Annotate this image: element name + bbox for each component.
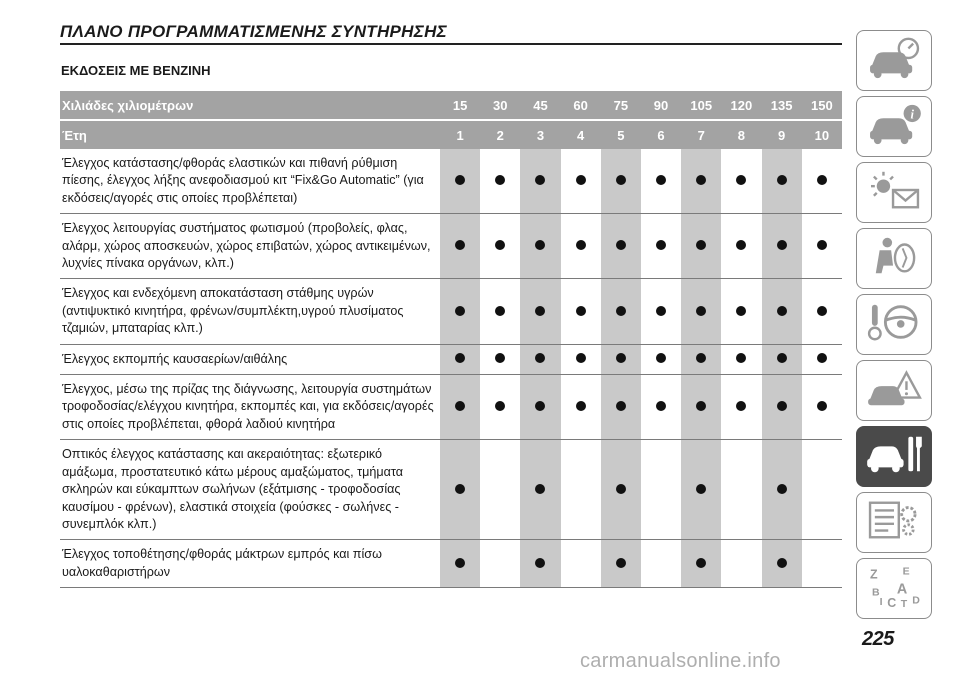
interval-cell	[721, 440, 761, 540]
check-dot-icon	[736, 353, 746, 363]
svg-text:Z: Z	[870, 567, 878, 582]
km-value: 60	[561, 91, 601, 120]
interval-cell	[762, 344, 802, 374]
svg-text:i: i	[910, 107, 914, 122]
interval-cell	[601, 214, 641, 279]
check-dot-icon	[455, 240, 465, 250]
check-dot-icon	[736, 401, 746, 411]
interval-cell	[762, 279, 802, 344]
check-dot-icon	[535, 484, 545, 494]
check-dot-icon	[696, 558, 706, 568]
km-value: 30	[480, 91, 520, 120]
year-value: 2	[480, 120, 520, 149]
interval-cell	[520, 214, 560, 279]
check-dot-icon	[535, 353, 545, 363]
interval-cell	[561, 149, 601, 214]
check-dot-icon	[696, 240, 706, 250]
svg-text:I: I	[879, 596, 883, 609]
check-dot-icon	[616, 484, 626, 494]
interval-cell	[721, 540, 761, 588]
table-row	[60, 279, 842, 344]
year-value: 4	[561, 120, 601, 149]
check-dot-icon	[616, 306, 626, 316]
interval-cell	[480, 375, 520, 440]
maintenance-schedule-table	[60, 91, 842, 588]
km-value: 90	[641, 91, 681, 120]
svg-text:C: C	[887, 596, 897, 609]
interval-cell	[440, 214, 480, 279]
check-dot-icon	[616, 401, 626, 411]
row-description: Έλεγχος λειτουργίας συστήματος φωτισμού (προβολείς, φλας, αλάρμ, χώρος αποσκευών, χώρος επιβατών, χώρος αντικειμένων, λυχνίες πίνακα οργάνων, κλπ.)	[60, 214, 440, 279]
check-dot-icon	[696, 401, 706, 411]
check-dot-icon	[455, 484, 465, 494]
chapter-tab[interactable]	[856, 162, 932, 223]
interval-cell	[480, 149, 520, 214]
interval-cell	[721, 375, 761, 440]
interval-cell	[721, 214, 761, 279]
interval-cell	[641, 279, 681, 344]
interval-cell	[440, 440, 480, 540]
check-dot-icon	[576, 401, 586, 411]
check-dot-icon	[817, 175, 827, 185]
interval-cell	[440, 149, 480, 214]
km-value: 105	[681, 91, 721, 120]
check-dot-icon	[736, 175, 746, 185]
car-info-icon	[863, 101, 925, 152]
check-dot-icon	[576, 306, 586, 316]
watermark: carmanualsonline.info	[580, 650, 781, 672]
page-title: ΠΛΑΝΟ ΠΡΟΓΡΑΜΜΑΤΙΣΜΕΝΗΣ ΣΥΝΤΗΡΗΣΗΣ	[60, 22, 447, 41]
year-value: 1	[440, 120, 480, 149]
interval-cell	[480, 279, 520, 344]
interval-cell	[762, 375, 802, 440]
year-value: 3	[520, 120, 560, 149]
interval-cell	[762, 540, 802, 588]
km-value: 120	[721, 91, 761, 120]
interval-cell	[520, 344, 560, 374]
year-value: 7	[681, 120, 721, 149]
km-header-row	[60, 91, 842, 120]
table-row	[60, 375, 842, 440]
check-dot-icon	[616, 353, 626, 363]
km-value: 15	[440, 91, 480, 120]
interval-cell	[601, 149, 641, 214]
page-number: 225	[862, 628, 894, 650]
table-row	[60, 344, 842, 374]
check-dot-icon	[616, 240, 626, 250]
interval-cell	[681, 149, 721, 214]
km-value: 75	[601, 91, 641, 120]
check-dot-icon	[736, 240, 746, 250]
check-dot-icon	[535, 558, 545, 568]
title-divider	[60, 43, 842, 45]
check-dot-icon	[455, 401, 465, 411]
svg-text:D: D	[912, 594, 920, 607]
table-row	[60, 440, 842, 540]
interval-cell	[721, 149, 761, 214]
check-dot-icon	[535, 240, 545, 250]
interval-cell	[802, 149, 842, 214]
chapter-tabs	[856, 30, 936, 624]
check-dot-icon	[696, 484, 706, 494]
check-dot-icon	[777, 401, 787, 411]
interval-cell	[681, 375, 721, 440]
interval-cell	[561, 279, 601, 344]
interval-cell	[440, 375, 480, 440]
check-dot-icon	[656, 175, 666, 185]
check-dot-icon	[777, 484, 787, 494]
check-dot-icon	[495, 401, 505, 411]
interval-cell	[641, 149, 681, 214]
row-description: Έλεγχος εκπομπής καυσαερίων/αιθάλης	[60, 344, 440, 374]
steering-wheel-key-icon	[863, 299, 925, 350]
interval-cell	[681, 279, 721, 344]
check-dot-icon	[656, 306, 666, 316]
interval-cell	[480, 214, 520, 279]
interval-cell	[480, 440, 520, 540]
check-dot-icon	[535, 175, 545, 185]
warning-light-envelope-icon	[863, 167, 925, 218]
check-dot-icon	[495, 306, 505, 316]
interval-cell	[681, 214, 721, 279]
check-dot-icon	[817, 401, 827, 411]
check-dot-icon	[535, 306, 545, 316]
row-description: Έλεγχος και ενδεχόμενη αποκατάσταση στάθμης υγρών (αντιψυκτικό κινητήρα, φρένων/συμπλέκτη,υγρού πλυσίματος τζαμιών, μπαταρίας κλπ.)	[60, 279, 440, 344]
check-dot-icon	[777, 240, 787, 250]
row-description: Οπτικός έλεγχος κατάστασης και ακεραιότητας: εξωτερικό αμάξωμα, προστατευτικό κάτω μέρους αμαξώματος, τμήματα σκληρών και εύκαμπτων σωλήνων (εξάτμισης - τροφοδοσίας καυσίμου - φρένων), ελαστικά στοιχεία (φούσκες - σωλήνες - συνεμπλόκ κλπ.)	[60, 440, 440, 540]
check-dot-icon	[696, 306, 706, 316]
km-value: 150	[802, 91, 842, 120]
section-subtitle: ΕΚΔΟΣΕΙΣ ΜΕ ΒΕΝΖΙΝΗ	[61, 63, 211, 78]
car-tools-icon	[863, 431, 925, 482]
interval-cell	[721, 344, 761, 374]
row-description: Έλεγχος κατάστασης/φθοράς ελαστικών και πιθανή ρύθμιση πίεσης, έλεγχος λήξης ανεφοδιασμού κιτ “Fix&Go Automatic” (για εκδόσεις/αγορές στις οποίες προβλέπεται)	[60, 149, 440, 214]
interval-cell	[762, 149, 802, 214]
interval-cell	[762, 214, 802, 279]
interval-cell	[440, 540, 480, 588]
check-dot-icon	[576, 353, 586, 363]
interval-cell	[681, 344, 721, 374]
check-dot-icon	[495, 175, 505, 185]
table-row	[60, 149, 842, 214]
year-value: 10	[802, 120, 842, 149]
interval-cell	[641, 440, 681, 540]
interval-cell	[561, 440, 601, 540]
interval-cell	[561, 344, 601, 374]
years-header-row	[60, 120, 842, 149]
chapter-tab[interactable]	[856, 558, 932, 619]
interval-cell	[520, 440, 560, 540]
interval-cell	[520, 540, 560, 588]
km-value: 45	[520, 91, 560, 120]
car-gauge-icon	[863, 35, 925, 86]
check-dot-icon	[656, 240, 666, 250]
year-value: 5	[601, 120, 641, 149]
car-accident-warning-icon	[863, 365, 925, 416]
check-dot-icon	[817, 240, 827, 250]
year-value: 8	[721, 120, 761, 149]
check-dot-icon	[736, 306, 746, 316]
check-dot-icon	[777, 353, 787, 363]
row-description: Έλεγχος τοποθέτησης/φθοράς μάκτρων εμπρός και πίσω υαλοκαθαριστήρων	[60, 540, 440, 588]
check-dot-icon	[576, 240, 586, 250]
interval-cell	[641, 375, 681, 440]
km-header-label: Χιλιάδες χιλιομέτρων	[60, 91, 440, 120]
interval-cell	[520, 149, 560, 214]
check-dot-icon	[777, 558, 787, 568]
check-dot-icon	[455, 175, 465, 185]
svg-text:E: E	[902, 565, 910, 578]
check-dot-icon	[616, 558, 626, 568]
airbag-passenger-icon	[863, 233, 925, 284]
check-dot-icon	[696, 175, 706, 185]
interval-cell	[561, 214, 601, 279]
check-dot-icon	[696, 353, 706, 363]
chapter-tab[interactable]	[856, 228, 932, 289]
interval-cell	[802, 344, 842, 374]
interval-cell	[520, 375, 560, 440]
svg-text:T: T	[900, 598, 908, 609]
check-dot-icon	[535, 401, 545, 411]
interval-cell	[601, 375, 641, 440]
interval-cell	[601, 540, 641, 588]
interval-cell	[641, 540, 681, 588]
chapter-tab[interactable]	[856, 360, 932, 421]
check-dot-icon	[817, 306, 827, 316]
km-value: 135	[762, 91, 802, 120]
check-dot-icon	[616, 175, 626, 185]
interval-cell	[802, 540, 842, 588]
years-header-label: Έτη	[60, 120, 440, 149]
check-dot-icon	[495, 353, 505, 363]
interval-cell	[721, 279, 761, 344]
chapter-tab[interactable]	[856, 426, 932, 487]
chapter-tab[interactable]	[856, 492, 932, 553]
chapter-tab[interactable]	[856, 294, 932, 355]
svg-text:B: B	[871, 586, 880, 599]
interval-cell	[641, 344, 681, 374]
check-dot-icon	[817, 353, 827, 363]
row-description: Έλεγχος, μέσω της πρίζας της διάγνωσης, λειτουργία συστημάτων τροφοδοσίας/ελέγχου κινητήρα, εκπομπές και, για εκδόσεις/αγορές στις οποίες προβλέπεται, φθορά λαδιού κινητήρα	[60, 375, 440, 440]
interval-cell	[762, 440, 802, 540]
specs-list-gears-icon	[863, 497, 925, 548]
year-value: 6	[641, 120, 681, 149]
interval-cell	[601, 344, 641, 374]
check-dot-icon	[777, 175, 787, 185]
check-dot-icon	[656, 353, 666, 363]
check-dot-icon	[455, 558, 465, 568]
svg-text:A: A	[896, 581, 908, 598]
check-dot-icon	[455, 353, 465, 363]
check-dot-icon	[777, 306, 787, 316]
interval-cell	[480, 540, 520, 588]
interval-cell	[601, 440, 641, 540]
check-dot-icon	[455, 306, 465, 316]
interval-cell	[561, 375, 601, 440]
check-dot-icon	[576, 175, 586, 185]
interval-cell	[520, 279, 560, 344]
year-value: 9	[762, 120, 802, 149]
interval-cell	[601, 279, 641, 344]
interval-cell	[561, 540, 601, 588]
interval-cell	[802, 214, 842, 279]
interval-cell	[802, 440, 842, 540]
interval-cell	[681, 540, 721, 588]
check-dot-icon	[656, 401, 666, 411]
chapter-tab[interactable]	[856, 96, 932, 157]
table-row	[60, 540, 842, 588]
interval-cell	[440, 344, 480, 374]
interval-cell	[641, 214, 681, 279]
check-dot-icon	[495, 240, 505, 250]
interval-cell	[681, 440, 721, 540]
alphabetical-index-icon	[863, 563, 925, 614]
interval-cell	[802, 279, 842, 344]
interval-cell	[802, 375, 842, 440]
chapter-tab[interactable]	[856, 30, 932, 91]
interval-cell	[440, 279, 480, 344]
table-row	[60, 214, 842, 279]
interval-cell	[480, 344, 520, 374]
